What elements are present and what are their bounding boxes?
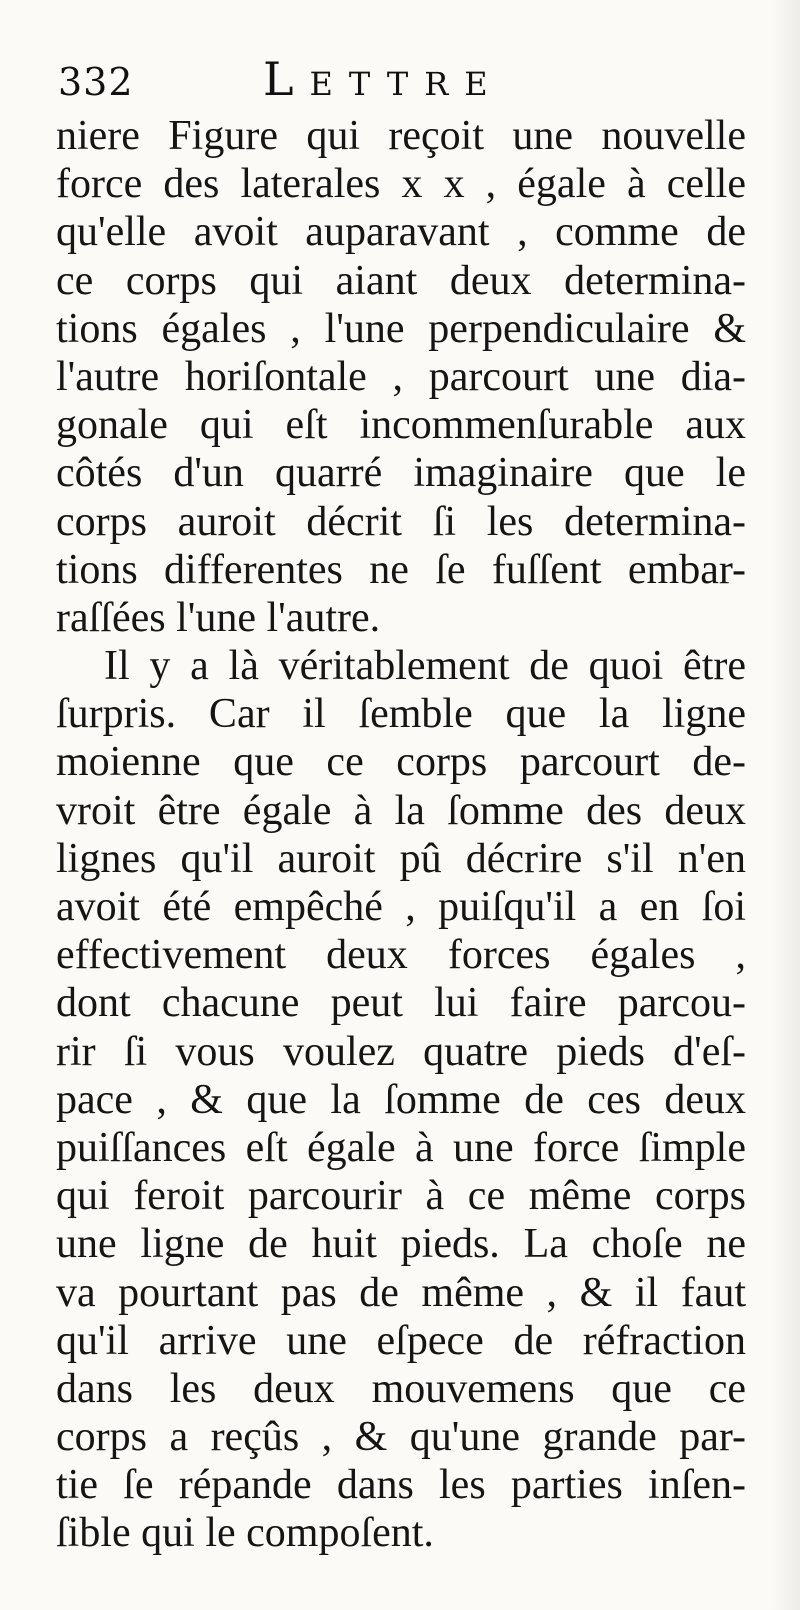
text-line: puiſſances eſt égale à une force ſimple [56,1124,746,1171]
text-line: ſurpris. Car il ſemble que la ligne [56,691,746,738]
text-line: force des laterales x x , égale à celle [56,161,746,208]
text-line: pace , & que la ſomme de ces deux [56,1076,746,1123]
page-number: 332 [58,60,134,104]
paragraph [56,642,746,1558]
text-line: ſible qui le compoſent. [56,1510,434,1557]
text-line: qu'elle avoit auparavant , comme de [56,209,746,256]
text-line: tions differentes ne ſe fuſſent embar- [56,546,746,593]
text-line: va pourtant pas de même , & il faut [56,1269,746,1316]
text-line: Il y a là véritablement de quoi être [104,643,746,690]
page-edge-shadow [770,0,800,1610]
page-header [58,52,748,112]
paragraph [56,112,746,642]
text-line: corps a reçûs , & qu'une grande par- [56,1414,746,1461]
text-line: gonale qui eſt incommenſurable aux [56,402,746,449]
text-line: qui feroit parcourir à ce même corps [56,1173,746,1220]
text-line: tie ſe répande dans les parties inſen- [56,1462,746,1509]
text-line: lignes qu'il auroit pû décrire s'il n'en [56,835,746,882]
text-line: niere Figure qui reçoit une nouvelle [56,113,746,159]
text-line: rir ſi vous voulez quatre pieds d'eſ- [56,1028,746,1075]
text-line: avoit été empêché , puiſqu'il a en ſoi [56,884,746,930]
running-head: Lettre [263,52,504,106]
text-line: dans les deux mouvemens que ce [56,1365,746,1412]
text-line: tions égales , l'une perpendiculaire & [56,305,746,352]
text-line: corps auroit décrit ſi les determina- [56,498,746,545]
text-line: l'autre horiſontale , parcourt une dia- [56,353,746,400]
text-line: moienne que ce corps parcourt de- [56,739,746,786]
text-line: qu'il arrive une eſpece de réfraction [56,1317,746,1364]
text-line: côtés d'un quarré imaginaire que le [56,450,746,497]
text-line: ce corps qui aiant deux determina- [56,257,746,304]
text-line: raſſées l'une l'autre. [56,594,381,641]
text-line: vroit être égale à la ſomme des deux [56,787,746,834]
text-line: effectivement deux forces égales , [56,932,746,979]
text-line: dont chacune peut lui faire parcou- [56,980,746,1027]
text-line: une ligne de huit pieds. La choſe ne [56,1221,746,1268]
body-text [56,112,746,1558]
